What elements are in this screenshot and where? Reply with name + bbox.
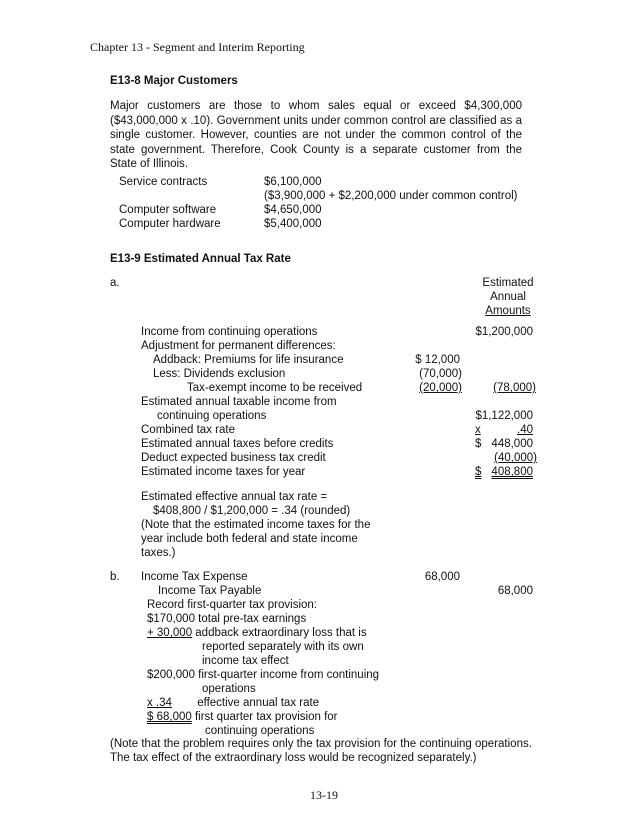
calc-line-8	[147, 711, 338, 723]
effective-rate-line-1: Estimated effective annual tax rate =	[141, 491, 328, 503]
est-taxable-amount: $1,122,000	[475, 410, 533, 422]
e13-8-paragraph: Major customers are those to whom sales equal or exceed $4,300,000 ($43,000,000 x .10). Government units under common control are classified as a single customer. However, counties are not under the common control of the state government. Therefore, Cook County is a separate customer from the State of Illinois.	[110, 100, 522, 171]
before-credits-label: Estimated annual taxes before credits	[141, 438, 334, 450]
addback-amount: $ 12,000	[415, 354, 460, 366]
service-contracts-note: ($3,900,000 + $2,200,000 under common control)	[264, 190, 518, 202]
calc-line-6: operations	[202, 683, 256, 695]
calc-rate-text: effective annual tax rate	[194, 697, 320, 709]
before-credits-amount: 448,000	[491, 438, 533, 450]
page-number: 13-19	[310, 788, 338, 802]
calc-provision-amount: $ 68,000	[147, 711, 192, 723]
dividends-exclusion-label: Less: Dividends exclusion	[153, 368, 286, 380]
effective-rate-line-3: (Note that the estimated income taxes for the	[141, 519, 371, 531]
computer-hardware-value: $5,400,000	[264, 218, 322, 230]
tax-exempt-amount: (20,000)	[419, 382, 462, 394]
est-taxable-label-2: continuing operations	[157, 410, 267, 422]
est-taxable-label-1: Estimated annual taxable income from	[141, 396, 337, 408]
service-contracts-label: Service contracts	[119, 176, 208, 188]
service-contracts-value: $6,100,000	[264, 176, 322, 188]
income-cont-ops-label: Income from continuing operations	[141, 326, 318, 338]
calc-addback-amount: + 30,000	[147, 627, 193, 639]
addback-label: Addback: Premiums for life insurance	[153, 354, 344, 366]
est-income-taxes-currency: $	[475, 466, 482, 478]
calc-line-9: continuing operations	[205, 725, 315, 737]
calc-line-4: income tax effect	[202, 655, 289, 667]
calc-line-3: reported separately with its own	[202, 641, 364, 653]
credit-amount: 68,000	[497, 585, 533, 597]
deduct-credit-amount: (40,000)	[494, 452, 537, 464]
e13-8-title: E13-8 Major Customers	[110, 75, 238, 87]
page-header: Chapter 13 - Segment and Interim Reporting	[90, 40, 305, 54]
part-a-label: a.	[110, 277, 120, 289]
debit-account: Income Tax Expense	[141, 571, 248, 583]
journal-memo: Record first-quarter tax provision:	[147, 599, 318, 611]
effective-rate-line-5: taxes.)	[141, 547, 176, 559]
final-note-line-1: (Note that the problem requires only the tax provision for the continuing operations.	[110, 738, 532, 750]
credit-account: Income Tax Payable	[158, 585, 262, 597]
part-b-label: b.	[110, 571, 120, 583]
calc-provision-text: first quarter tax provision for	[191, 711, 338, 723]
calc-rate-amount: x .34	[147, 697, 172, 709]
combined-rate-label: Combined tax rate	[141, 424, 235, 436]
computer-software-value: $4,650,000	[264, 204, 322, 216]
effective-rate-line-4: year include both federal and state income	[141, 533, 358, 545]
computer-software-label: Computer software	[119, 204, 217, 216]
calc-line-7	[147, 697, 319, 709]
before-credits-currency: $	[475, 438, 482, 450]
income-cont-ops-amount: $1,200,000	[475, 326, 533, 338]
e13-9-title: E13-9 Estimated Annual Tax Rate	[110, 253, 291, 265]
adjustment-label: Adjustment for permanent differences:	[141, 340, 336, 352]
effective-rate-line-2: $408,800 / $1,200,000 = .34 (rounded)	[153, 505, 351, 517]
debit-amount: 68,000	[424, 571, 460, 583]
adjustment-total: (78,000)	[493, 382, 536, 394]
calc-line-2	[147, 627, 367, 639]
col-header-2: Annual	[490, 291, 526, 303]
est-income-taxes-label: Estimated income taxes for year	[141, 466, 306, 478]
col-header-3: Amounts	[485, 305, 531, 317]
calc-addback-text: addback extraordinary loss that is	[192, 627, 367, 639]
combined-rate-x: x	[475, 424, 481, 436]
col-header-1: Estimated	[482, 277, 534, 289]
computer-hardware-label: Computer hardware	[119, 218, 221, 230]
final-note-line-2: The tax effect of the extraordinary loss would be recognized separately.)	[110, 752, 477, 764]
est-income-taxes-amount: 408,800	[491, 466, 533, 478]
calc-line-1: $170,000 total pre-tax earnings	[147, 613, 307, 625]
tax-exempt-label: Tax-exempt income to be received	[187, 382, 363, 394]
combined-rate-amount: .40	[517, 424, 533, 436]
calc-line-5: $200,000 first-quarter income from continuing	[147, 669, 380, 681]
dividends-exclusion-amount: (70,000)	[419, 368, 462, 380]
deduct-credit-label: Deduct expected business tax credit	[141, 452, 326, 464]
